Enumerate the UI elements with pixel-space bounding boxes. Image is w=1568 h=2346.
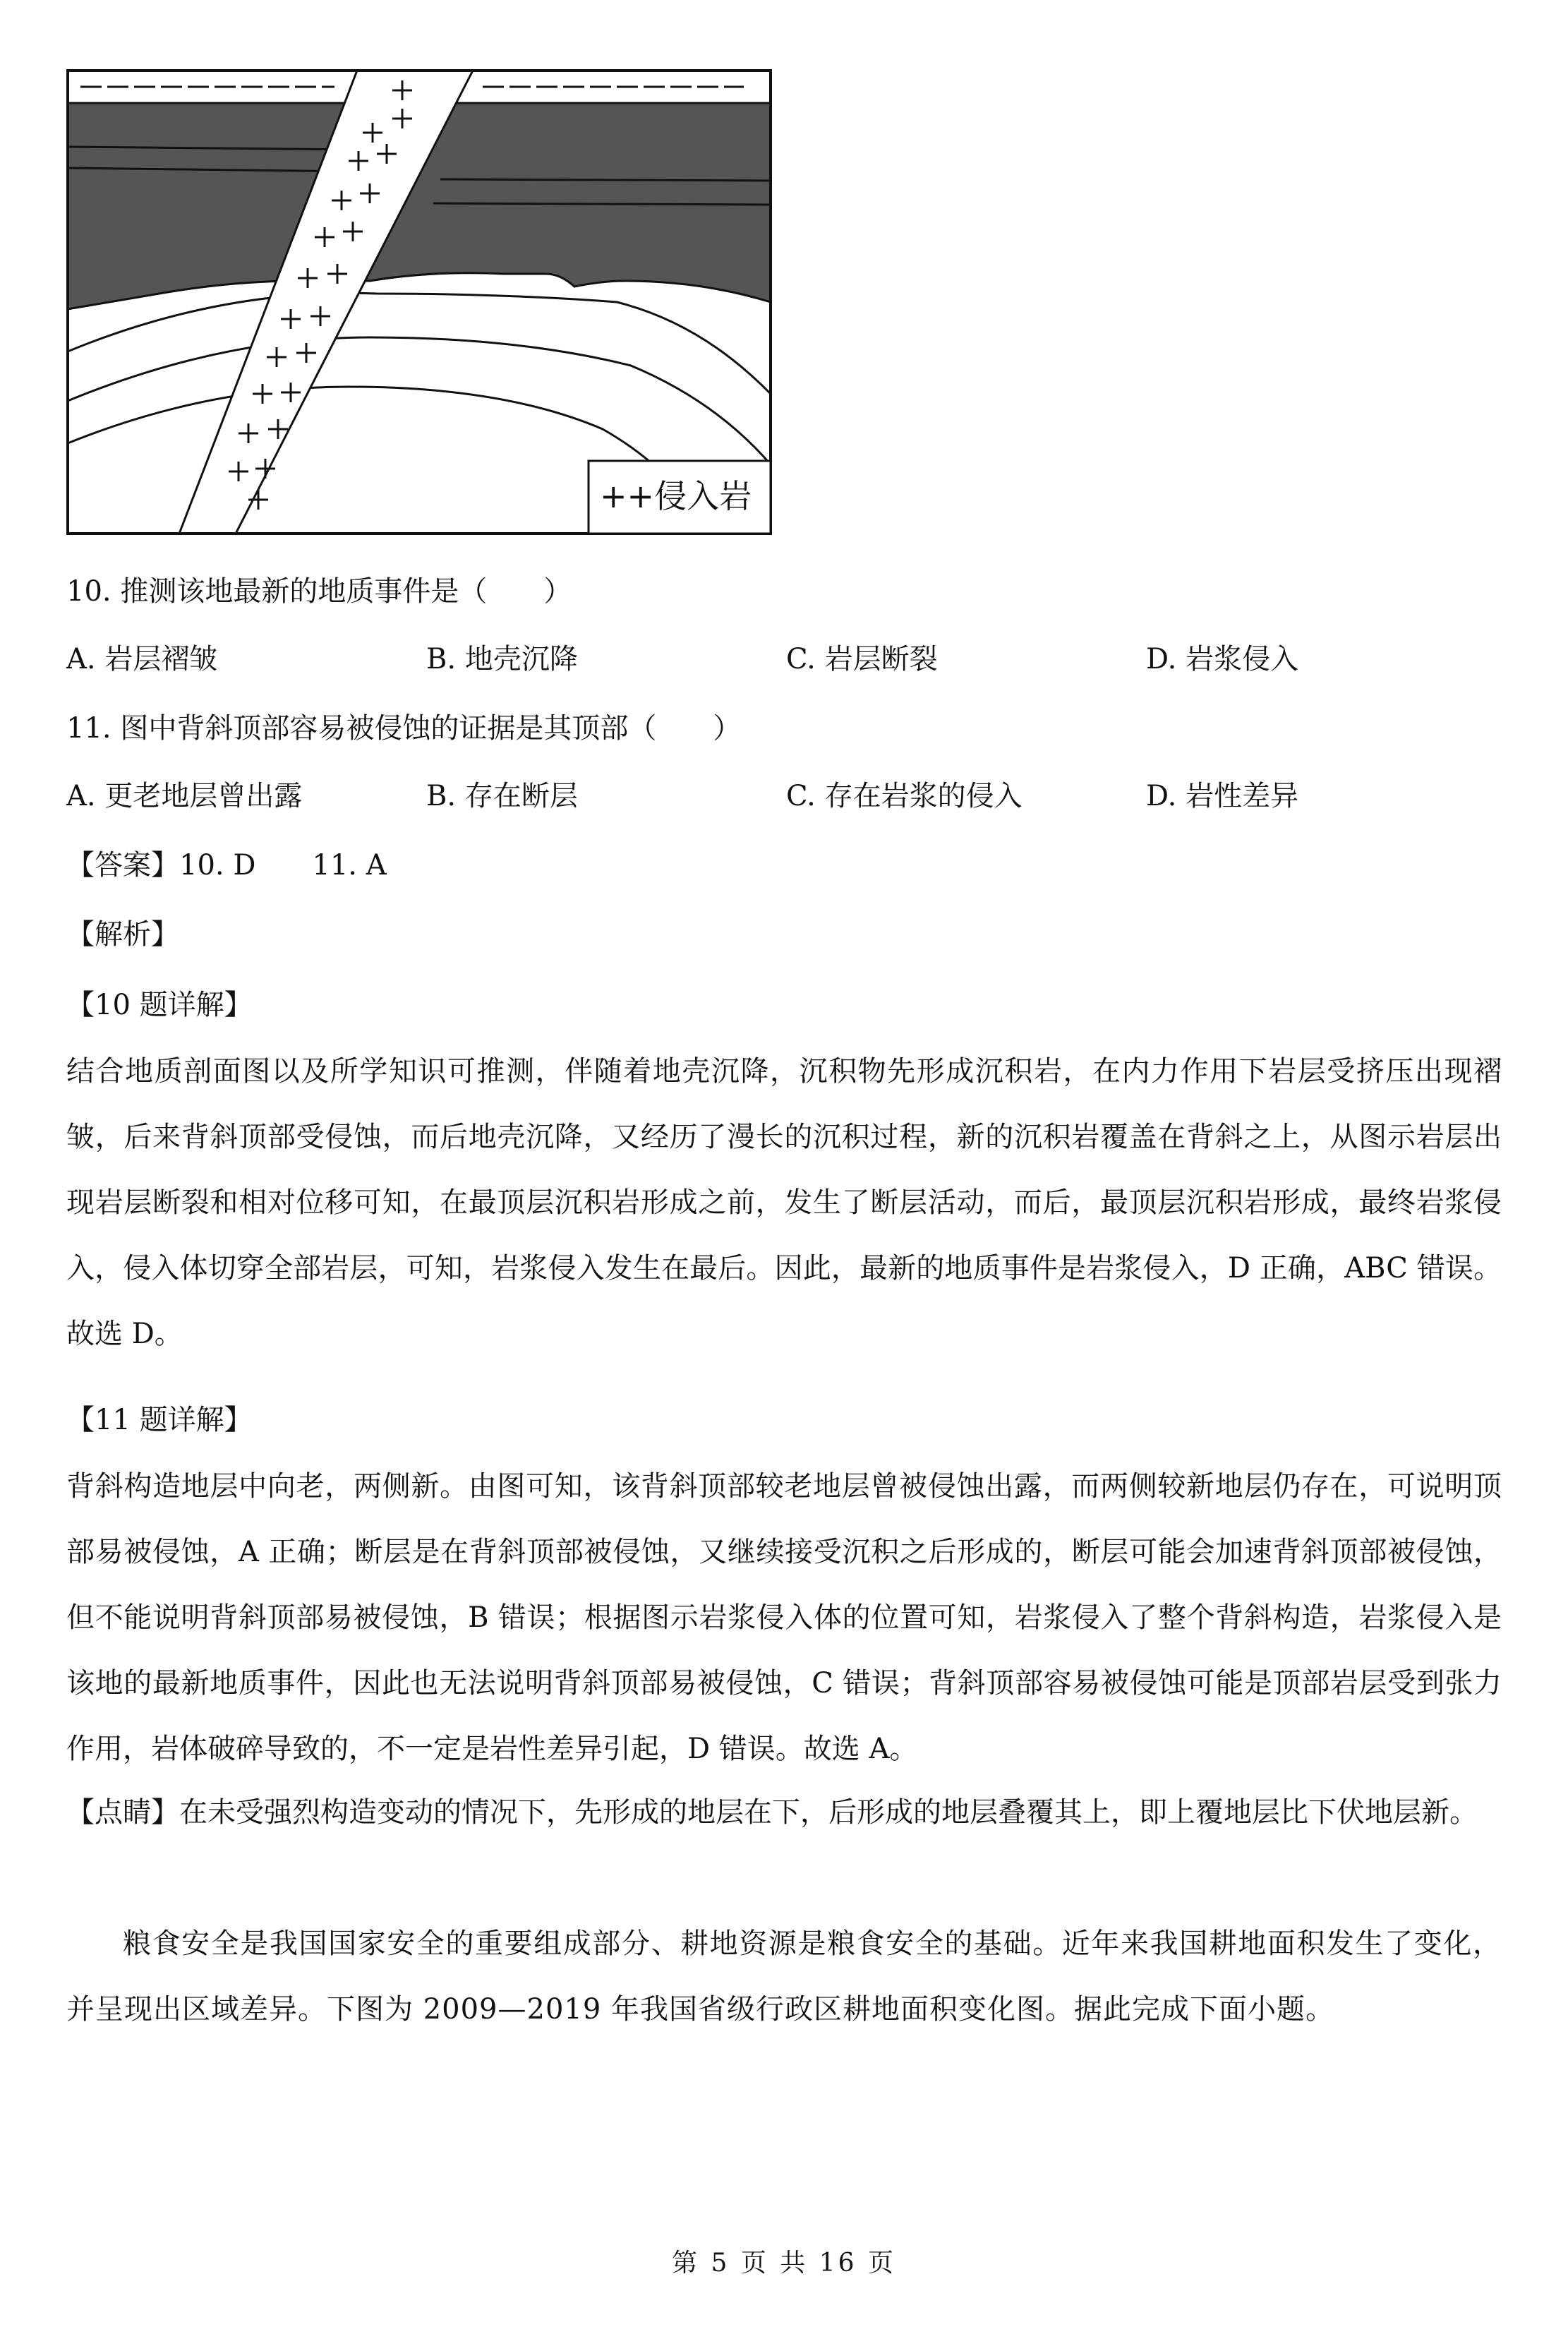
detail11-text: 背斜构造地层中向老，两侧新。由图可知，该背斜顶部较老地层曾被侵蚀出露，而两侧较新地层仍存在，可说明顶部易被侵蚀，A 正确；断层是在背斜顶部被侵蚀，又继续接受沉积之后形成的，断层可能会加速背斜顶部被侵蚀，但不能说明背斜顶部易被侵蚀，B 错误；根据图示岩浆侵入体的位置可知，岩浆侵入了整个背斜构造，岩浆侵入是该地的最新地质事件，因此也无法说明背斜顶部易被侵蚀，C 错误；背斜顶部容易被侵蚀可能是顶部岩层受到张力作用，岩体破碎导致的，不一定是岩性差异引起，D 错误。故选 A。: [66, 1470, 1502, 1765]
answer-line: [66, 844, 387, 886]
detail10-text: 结合地质剖面图以及所学知识可推测，伴随着地壳沉降，沉积物先形成沉积岩，在内力作用下岩层受挤压出现褶皱，后来背斜顶部受侵蚀，而后地壳沉降，又经历了漫长的沉积过程，新的沉积岩覆盖在背斜之上，从图示岩层出现岩层断裂和相对位移可知，在最顶层沉积岩形成之前，发生了断层活动，而后，最顶层沉积岩形成，最终岩浆侵入，侵入体切穿全部岩层，可知，岩浆侵入发生在最后。因此，最新的地质事件是岩浆侵入，D 正确，ABC 错误。故选 D。: [66, 1055, 1502, 1350]
answer-second: 11. A: [312, 849, 387, 882]
detail10-label: 【10 题详解】: [66, 989, 253, 1021]
q10-option-c: C. 岩层断裂: [786, 643, 938, 675]
q11-stem: 11. 图中背斜顶部容易被侵蚀的证据是其顶部（ ）: [66, 712, 742, 745]
q10-option-a: A. 岩层褶皱: [66, 643, 218, 675]
page-footer: 第 5 页 共 16 页: [672, 2249, 896, 2278]
intro-text: 粮食安全是我国国家安全的重要组成部分、耕地资源是粮食安全的基础。近年来我国耕地面积发生了变化，并呈现出区域差异。下图为 2009—2019 年我国省级行政区耕地面积变化图。据此完成下面小题。: [66, 1927, 1502, 2026]
q11-option-b: B. 存在断层: [426, 780, 578, 812]
q10-option-d: D. 岩浆侵入: [1146, 643, 1299, 675]
detail11-label: 【11 题详解】: [66, 1404, 253, 1436]
q11-option-d: D. 岩性差异: [1146, 780, 1299, 812]
answer-label: 【答案】10. D: [66, 849, 256, 882]
geologic-section-diagram: [66, 69, 772, 535]
analysis-label: 【解析】: [66, 918, 179, 951]
legend-label: ++侵入岩: [600, 477, 752, 515]
q11-option-a: A. 更老地层曾出露: [66, 780, 303, 812]
geologic-section-figure: [66, 69, 772, 535]
q10-option-b: B. 地壳沉降: [426, 643, 578, 675]
q10-stem: 10. 推测该地最新的地质事件是（ ）: [66, 575, 572, 608]
q11-option-c: C. 存在岩浆的侵入: [786, 780, 1023, 812]
tip-text: 【点睛】在未受强烈构造变动的情况下，先形成的地层在下，后形成的地层叠覆其上，即上覆地层比下伏地层新。: [66, 1796, 1478, 1829]
